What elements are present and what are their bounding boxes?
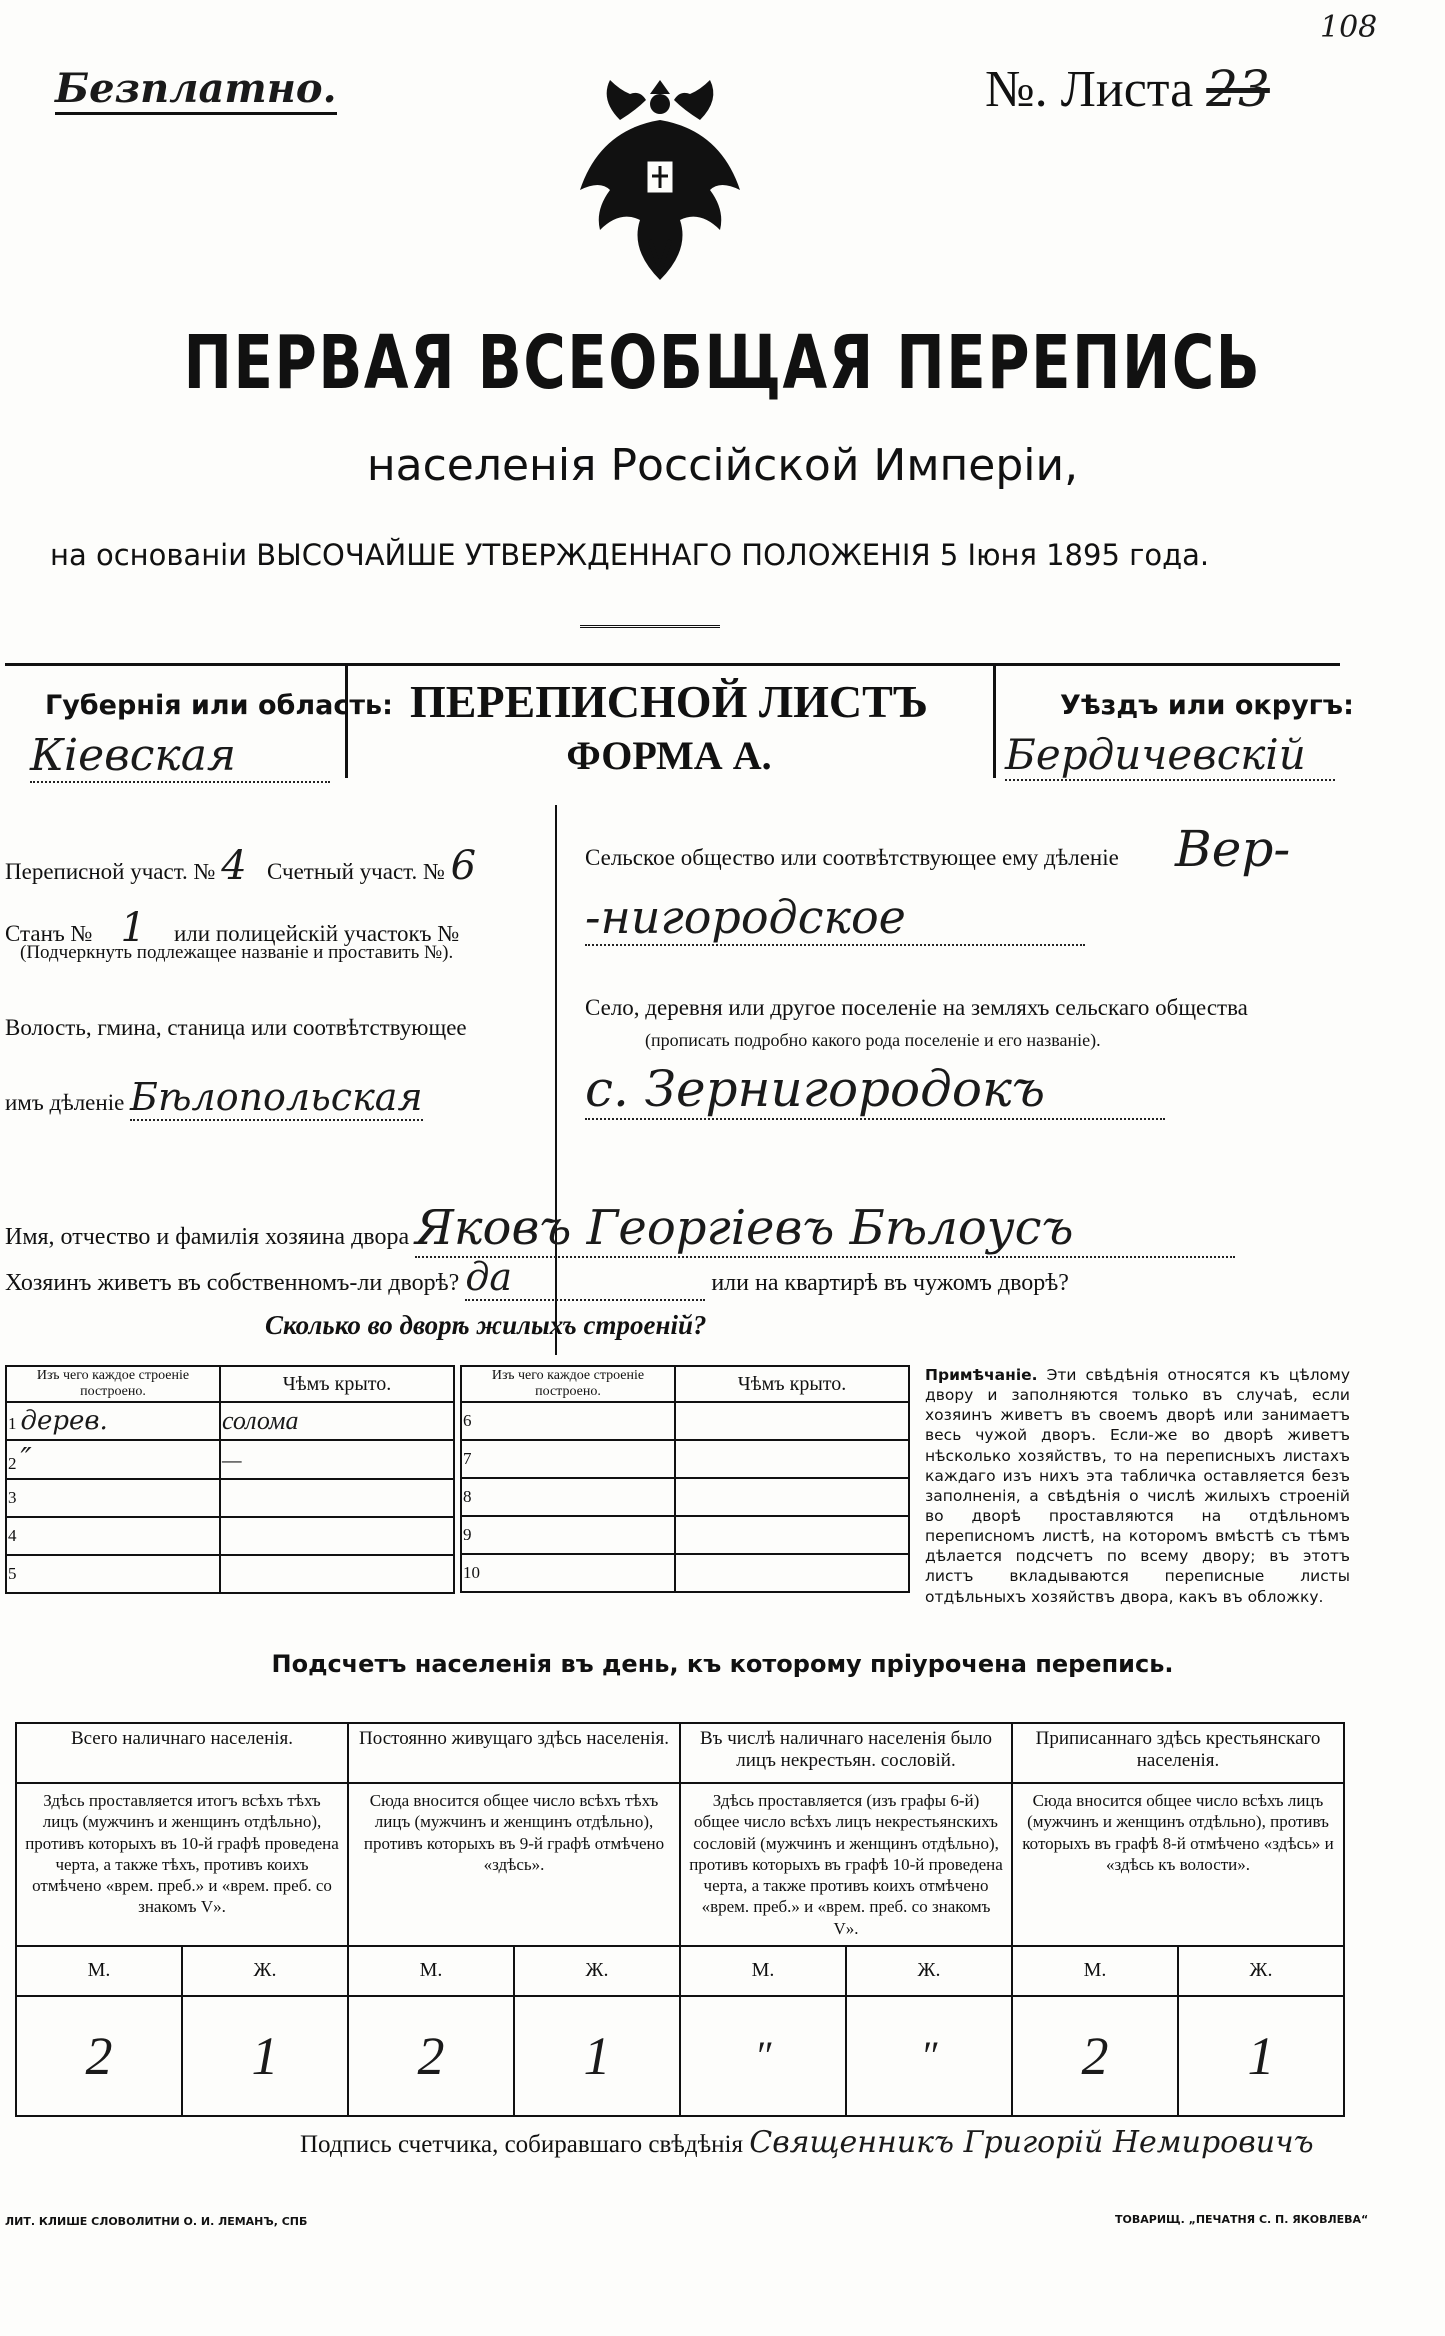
- underline-note: (Подчеркнуть подлежащее названіе и проставить №).: [20, 942, 454, 963]
- form-title: ПЕРЕПИСНОЙ ЛИСТЪ: [409, 676, 929, 727]
- footer-left: ЛИТ. КЛИШЕ СЛОВОЛИТНИ О. И. ЛЕМАНЪ, СПБ: [5, 2215, 308, 2228]
- male-header: М.: [348, 1946, 514, 1996]
- table-row: 6: [461, 1402, 675, 1440]
- village-note: (прописать подробно какого рода поселеніе и его названіе).: [645, 1030, 1101, 1050]
- table-row: 8: [461, 1478, 675, 1516]
- society-value-1: Вер-: [1175, 820, 1291, 878]
- pop-col-4-female: 1: [1178, 1996, 1344, 2116]
- col-material-right: Изъ чего каждое строеніе построено.: [461, 1366, 675, 1402]
- own-yard-value: да: [465, 1255, 705, 1301]
- table-row: 2 ″: [6, 1440, 220, 1479]
- count-district-label: Счетный участ. №: [266, 859, 445, 884]
- table-row: 3: [6, 1479, 220, 1517]
- col-roof: Чѣмъ крыто.: [220, 1366, 454, 1402]
- pop-col-4-desc: Сюда вносится общее число всѣхъ лицъ (мужчинъ и женщинъ отдѣльно), противъ которыхъ въ графѣ 8-й отмѣчено «здѣсь» и «здѣсь къ волости».: [1012, 1783, 1344, 1946]
- pop-col-1-male: 2: [16, 1996, 182, 2116]
- basis-line: на основаніи ВЫСОЧАЙШЕ УТВЕРЖДЕННАГО ПОЛОЖЕНІЯ 5 Іюня 1895 года.: [50, 538, 1210, 572]
- buildings-question: Сколько во дворѣ жилыхъ строеній?: [265, 1310, 707, 1340]
- pop-col-4-male: 2: [1012, 1996, 1178, 2116]
- female-header: Ж.: [1178, 1946, 1344, 1996]
- pop-col-4-title: Приписаннаго здѣсь крестьянскаго населенія.: [1012, 1723, 1344, 1783]
- population-heading: Подсчетъ населенія въ день, къ которому пріурочена перепись.: [271, 1650, 1174, 1678]
- double-headed-eagle-emblem: [560, 60, 760, 280]
- own-yard-row: [5, 1255, 1069, 1301]
- village-value: с. Зернигородокъ: [585, 1060, 1165, 1120]
- ornament-divider: [580, 625, 720, 628]
- table-row: 1 дерев.: [6, 1402, 220, 1440]
- society-value-2: -нигородское: [585, 890, 1085, 946]
- own-yard-label: Хозяинъ живетъ въ собственномъ-ли дворѣ?: [5, 1270, 460, 1296]
- pop-col-2-desc: Сюда вносится общее число всѣхъ тѣхъ лицъ (мужчинъ и женщинъ отдѣльно), противъ которыхъ въ 9-й графѣ отмѣчено «здѣсь».: [348, 1783, 680, 1946]
- pop-col-1-desc: Здѣсь проставляется итогъ всѣхъ тѣхъ лицъ (мужчинъ и женщинъ отдѣльно), противъ которыхъ въ 10-й графѣ проведена черта, а также тѣхъ, противъ коихъ отмѣчено «врем. преб.» и «врем. преб. со знакомъ V».: [16, 1783, 348, 1946]
- pop-col-2-male: 2: [348, 1996, 514, 2116]
- note-text: Эти свѣдѣнія относятся къ цѣлому двору и заполняются только въ случаѣ, если хозяинъ живетъ въ своемъ дворѣ или занимаетъ весь чужой дворъ. Если-же во дворѣ живетъ нѣсколько хозяйствъ, то на переписныхъ листахъ каждаго изъ нихъ эта табличка оставляется безъ заполненія, а свѣдѣнія о числѣ жилыхъ строеній во дворѣ проставляются на отдѣльномъ переписномъ листѣ, на которомъ вмѣстѣ съ тѣмъ дѣлается подсчетъ по всему двору; въ этотъ листъ вкладываются переписные листы отдѣльныхъ хозяйствъ двора, какъ въ обложку.: [925, 1366, 1350, 1606]
- owner-row: [5, 1200, 1235, 1258]
- division-row: [5, 1075, 423, 1119]
- division-value: Бѣлопольская: [130, 1075, 423, 1119]
- police-label: или полицейскій участокъ №: [173, 921, 460, 946]
- female-header: Ж.: [846, 1946, 1012, 1996]
- female-header: Ж.: [182, 1946, 348, 1996]
- female-header: Ж.: [514, 1946, 680, 1996]
- male-header: М.: [1012, 1946, 1178, 1996]
- footer-right: ТОВАРИЩ. „ПЕЧАТНЯ С. П. ЯКОВЛЕВА“: [1115, 2213, 1369, 2226]
- page-title: ПЕРВАЯ ВСЕОБЩАЯ ПЕРЕПИСЬ: [183, 320, 1262, 406]
- buildings-table-right: [460, 1365, 910, 1593]
- census-district-row: [5, 843, 476, 889]
- form-name: ФОРМА А.: [566, 733, 772, 778]
- free-label: Безплатно.: [55, 65, 337, 115]
- owner-value: Яковъ Георгіевъ Бѣлоусъ: [415, 1200, 1235, 1258]
- buildings-table-left: Изъ чего каждое строеніе построено. Чѣмъ крыто. 1 дерев. солома 2 ″ — 3 4 5: [5, 1365, 455, 1594]
- district-label: Уѣздъ или округъ:: [1060, 690, 1354, 721]
- rented-label: или на квартирѣ въ чужомъ дворѣ?: [711, 1270, 1069, 1296]
- village-label: Село, деревня или другое поселеніе на земляхъ сельскаго общества: [585, 995, 1248, 1020]
- pop-col-3-desc: Здѣсь проставляется (изъ графы 6-й) общее число всѣхъ лицъ некрестьянскихъ сословій (мужчинъ и женщинъ отдѣльно), противъ которыхъ въ графѣ 10-й проведена черта, а также противъ коихъ отмѣчено «врем. преб.» и «врем. преб. со знакомъ V».: [680, 1783, 1012, 1946]
- pop-col-3-female: ″: [846, 1996, 1012, 2116]
- signature-value: Священникъ Григорій Немировичъ: [749, 2125, 1314, 2160]
- province-label: Губернія или область:: [45, 690, 393, 721]
- census-district-value: 4: [221, 843, 247, 889]
- table-row: 5: [6, 1555, 220, 1593]
- stan-value: 1: [120, 905, 146, 951]
- pop-col-2-female: 1: [514, 1996, 680, 2116]
- table-row: 7: [461, 1440, 675, 1478]
- sheet-number-label: [985, 60, 1270, 119]
- signature-row: [300, 2125, 1314, 2160]
- sheet-label: №. Листа: [985, 61, 1194, 118]
- note-heading: Примѣчаніе.: [925, 1366, 1038, 1384]
- owner-label: Имя, отчество и фамилія хозяина двора: [5, 1224, 410, 1250]
- col-material: Изъ чего каждое строеніе построено.: [6, 1366, 220, 1402]
- society-label: Сельское общество или соотвѣтствующее ему дѣленіе: [585, 845, 1119, 870]
- census-district-label: Переписной участ. №: [5, 859, 216, 884]
- population-table: [15, 1722, 1345, 2117]
- table-row: 4: [6, 1517, 220, 1555]
- pop-col-3-male: ″: [680, 1996, 846, 2116]
- page-subtitle: населенія Россійской Имперіи,: [366, 440, 1079, 491]
- male-header: М.: [16, 1946, 182, 1996]
- pop-col-2-title: Постоянно живущаго здѣсь населенія.: [348, 1723, 680, 1783]
- division-label: имъ дѣленіе: [5, 1090, 125, 1115]
- stan-label: Станъ №: [5, 921, 93, 946]
- signature-label: Подпись счетчика, собиравшаго свѣдѣнія: [300, 2131, 743, 2158]
- volost-label: Волость, гмина, станица или соотвѣтствующее: [5, 1015, 467, 1040]
- note-block: [925, 1365, 1350, 1607]
- table-row: 10: [461, 1554, 675, 1592]
- male-header: М.: [680, 1946, 846, 1996]
- pop-col-1-title: Всего наличнаго населенія.: [16, 1723, 348, 1783]
- archive-number: 108: [1320, 10, 1378, 45]
- district-value: Бердичевскій: [1005, 730, 1335, 781]
- pop-col-1-female: 1: [182, 1996, 348, 2116]
- province-value: Кіевская: [30, 730, 330, 783]
- count-district-value: 6: [450, 843, 477, 889]
- col-roof-right: Чѣмъ крыто.: [675, 1366, 909, 1402]
- sheet-number: 23: [1206, 60, 1270, 118]
- pop-col-3-title: Въ числѣ наличнаго населенія было лицъ некрестьян. сословій.: [680, 1723, 1012, 1783]
- table-row: 9: [461, 1516, 675, 1554]
